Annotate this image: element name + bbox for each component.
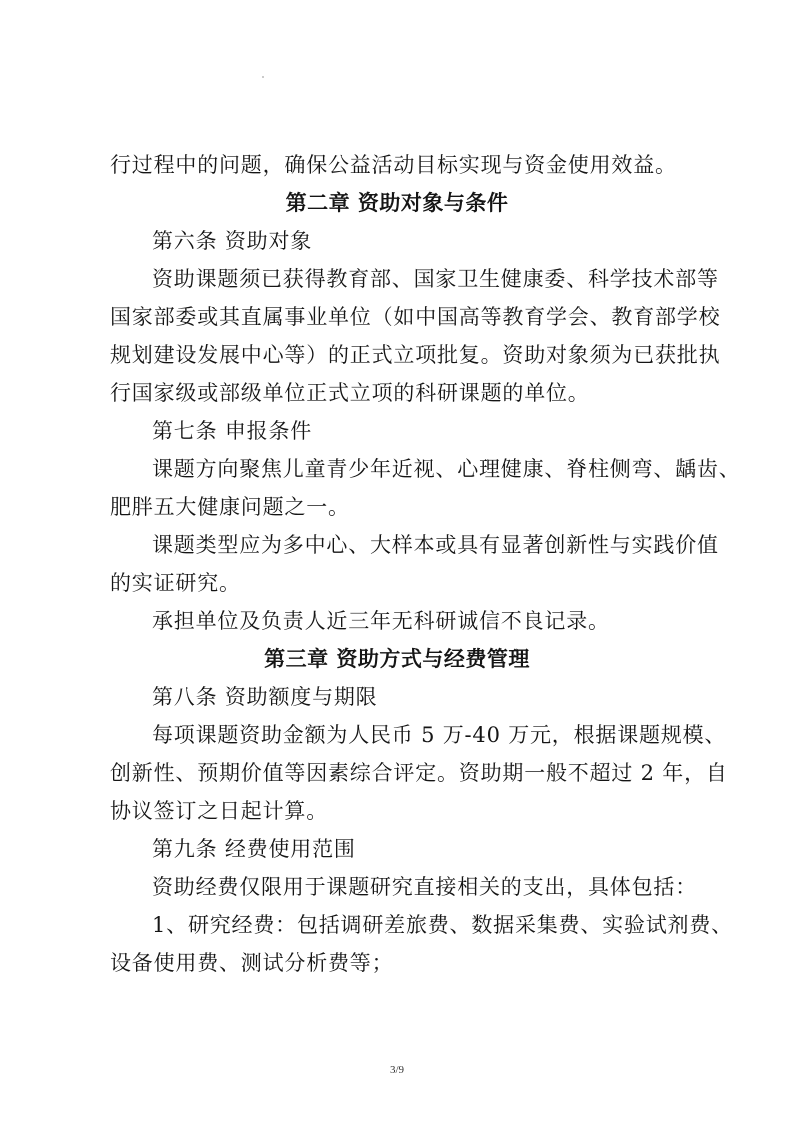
article-heading: 第七条 申报条件 xyxy=(152,419,313,443)
paragraph-line: 1、研究经费：包括调研差旅费、数据采集费、实验试剂费、 xyxy=(152,913,733,937)
scan-speck xyxy=(262,76,264,78)
paragraph-line: 行国家级或部级单位正式立项的科研课题的单位。 xyxy=(110,381,590,405)
article-heading: 第八条 资助额度与期限 xyxy=(152,685,378,709)
paragraph-line: 规划建设发展中心等）的正式立项批复。资助对象须为已获批执 xyxy=(110,343,721,367)
paragraph-line: 行过程中的问题，确保公益活动目标实现与资金使用效益。 xyxy=(110,153,677,177)
paragraph-line: 资助经费仅限用于课题研究直接相关的支出，具体包括： xyxy=(152,875,697,899)
article-heading: 第六条 资助对象 xyxy=(152,229,313,253)
paragraph-line: 协议签订之日起计算。 xyxy=(110,799,328,823)
paragraph-line: 资助课题须已获得教育部、国家卫生健康委、科学技术部等 xyxy=(152,267,719,291)
paragraph-line: 每项课题资助金额为人民币 5 万-40 万元，根据课题规模、 xyxy=(152,723,727,747)
chapter-heading: 第二章 资助对象与条件 xyxy=(285,191,509,215)
paragraph-line: 设备使用费、测试分析费等； xyxy=(110,951,394,975)
paragraph-line: 肥胖五大健康问题之一。 xyxy=(110,495,350,519)
paragraph-line: 课题类型应为多中心、大样本或具有显著创新性与实践价值 xyxy=(152,533,719,557)
paragraph-line: 的实证研究。 xyxy=(110,571,241,595)
page-number: 3/9 xyxy=(389,1064,405,1076)
paragraph-line: 国家部委或其直属事业单位（如中国高等教育学会、教育部学校 xyxy=(110,305,721,329)
paragraph-line: 创新性、预期价值等因素综合评定。资助期一般不超过 2 年，自 xyxy=(110,761,728,785)
article-heading: 第九条 经费使用范围 xyxy=(152,837,356,861)
paragraph-line: 课题方向聚焦儿童青少年近视、心理健康、脊柱侧弯、龋齿、 xyxy=(152,457,741,481)
chapter-heading: 第三章 资助方式与经费管理 xyxy=(264,647,530,671)
paragraph-line: 承担单位及负责人近三年无科研诚信不良记录。 xyxy=(152,609,610,633)
